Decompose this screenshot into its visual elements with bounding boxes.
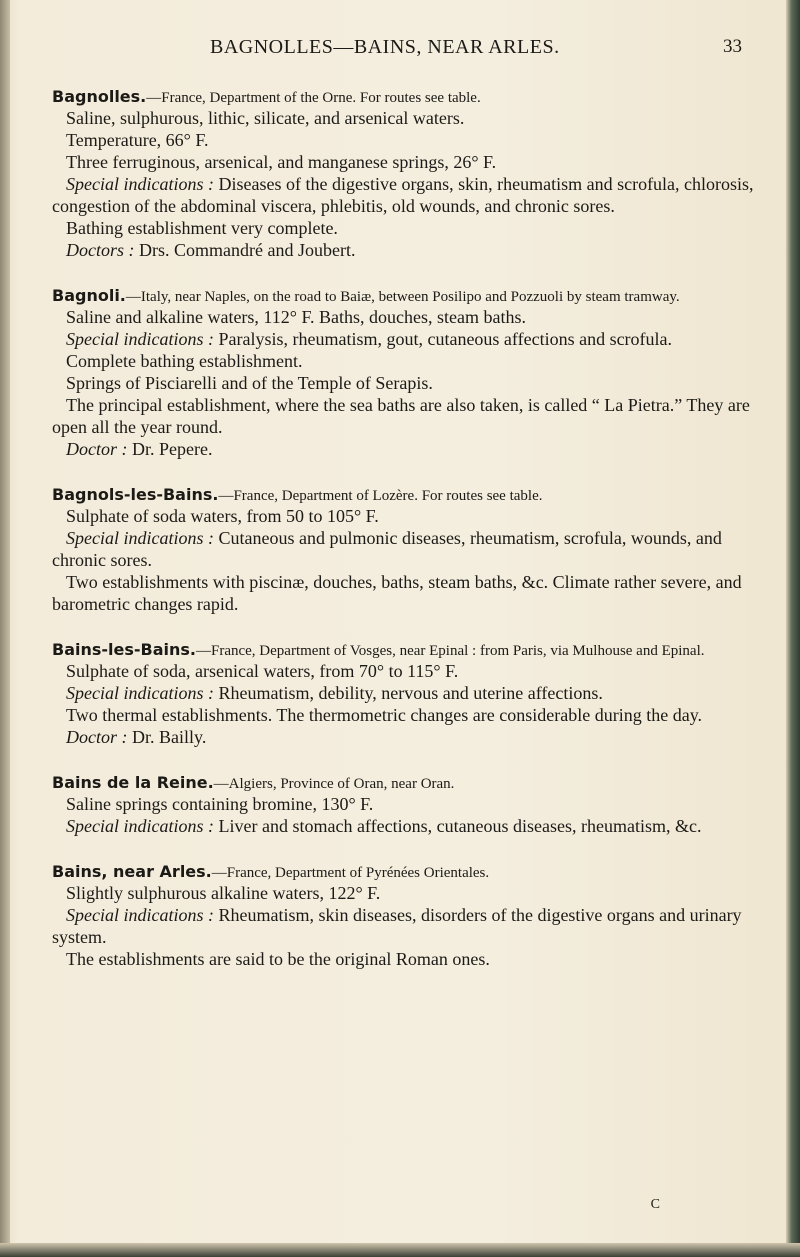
line-text: Dr. Bailly. [127, 727, 207, 747]
line-text: Drs. Commandré and Joubert. [134, 240, 356, 260]
page-number: 33 [723, 36, 742, 57]
line-label: Doctor : [66, 727, 128, 747]
entry-line [40, 726, 764, 748]
entry-location: —France, Department of Lozère. For routes see table. [218, 488, 543, 504]
entry-line [40, 904, 764, 948]
entry-line: Saline, sulphurous, lithic, silicate, and arsenical waters. [66, 108, 465, 128]
entry-bains-les-bains [40, 641, 764, 748]
entry-line: Complete bathing establishment. [66, 351, 303, 371]
entry-location: —Algiers, Province of Oran, near Oran. [213, 776, 455, 792]
entry-heading [40, 641, 764, 660]
entry-line: Saline springs containing bromine, 130° F. [66, 794, 374, 814]
entry-line: Sulphate of soda, arsenical waters, from 70° to 115° F. [66, 661, 459, 681]
line-text: Paralysis, rheumatism, gout, cutaneous affections and scrofula. [213, 329, 673, 349]
entry-line: Springs of Pisciarelli and of the Temple of Serapis. [66, 373, 433, 393]
entry-line: The principal establishment, where the sea baths are also taken, is called “ La Pietra.” They are open all the year round. [52, 395, 750, 437]
entry-line: Saline and alkaline waters, 112° F. Baths, douches, steam baths. [66, 307, 526, 327]
entry-line [40, 328, 764, 350]
entry-line: The establishments are said to be the original Roman ones. [66, 949, 490, 969]
entry-line: Two establishments with piscinæ, douches, baths, steam baths, &c. Climate rather severe, and barometric changes rapid. [52, 572, 742, 614]
line-label: Doctors : [66, 240, 135, 260]
entry-line: Temperature, 66° F. [66, 130, 209, 150]
entry-line [40, 527, 764, 571]
entry-line: Two thermal establishments. The thermometric changes are considerable during the day. [66, 705, 703, 725]
running-header [40, 36, 760, 66]
line-text: Rheumatism, skin diseases, disorders of the digestive organs and urinary system. [52, 905, 742, 947]
entry-location: —France, Department of the Orne. For routes see table. [146, 90, 481, 106]
line-text: Rheumatism, debility, nervous and uterine affections. [213, 683, 603, 703]
line-text: Liver and stomach affections, cutaneous diseases, rheumatism, &c. [213, 816, 702, 836]
entry-name: Bagnols-les-Bains. [52, 485, 219, 504]
entry-line [40, 239, 764, 261]
line-label: Special indications : [66, 174, 214, 194]
entry-line: Sulphate of soda waters, from 50 to 105° F. [66, 506, 379, 526]
line-text: Diseases of the digestive organs, skin, rheumatism and scrofula, chlorosis, congestion of the abdominal viscera, phlebitis, old wounds, and chronic sores. [52, 174, 754, 216]
signature-mark: C [650, 1197, 660, 1212]
entry-line: Bathing establishment very complete. [66, 218, 338, 238]
entry-name: Bains de la Reine. [52, 773, 214, 792]
page-bottom-edge [0, 1243, 800, 1257]
line-text: Dr. Pepere. [127, 439, 213, 459]
entry-bagnols-les-bains [40, 486, 764, 615]
entry-heading [40, 88, 764, 107]
entry-bains-de-la-reine [40, 774, 764, 837]
line-label: Special indications : [66, 528, 214, 548]
entry-line [40, 682, 764, 704]
entry-bagnolles [40, 88, 764, 261]
entry-bains-near-arles [40, 863, 764, 970]
entry-heading [40, 287, 764, 306]
entry-location: —Italy, near Naples, on the road to Baiæ, between Posilipo and Pozzuoli by steam tramway. [125, 289, 680, 305]
entries-list [40, 88, 764, 996]
entry-line: Slightly sulphurous alkaline waters, 122° F. [66, 883, 381, 903]
entry-name: Bagnoli. [52, 286, 126, 305]
line-label: Special indications : [66, 816, 214, 836]
line-text: Cutaneous and pulmonic diseases, rheumatism, scrofula, wounds, and chronic sores. [52, 528, 722, 570]
entry-heading [40, 863, 764, 882]
entry-line [40, 815, 764, 837]
entry-heading [40, 486, 764, 505]
line-label: Doctor : [66, 439, 128, 459]
line-label: Special indications : [66, 683, 214, 703]
entry-name: Bains-les-Bains. [52, 640, 196, 659]
line-label: Special indications : [66, 329, 214, 349]
entry-location: —France, Department of Vosges, near Epinal : from Paris, via Mulhouse and Epinal. [196, 643, 705, 659]
page-right-edge [786, 0, 800, 1257]
entry-line: Three ferruginous, arsenical, and manganese springs, 26° F. [66, 152, 497, 172]
entry-line [40, 173, 764, 217]
entry-name: Bagnolles. [52, 87, 147, 106]
entry-name: Bains, near Arles. [52, 862, 212, 881]
entry-bagnoli [40, 287, 764, 460]
page-left-edge [0, 0, 10, 1257]
entry-location: —France, Department of Pyrénées Orientales. [211, 865, 490, 881]
line-label: Special indications : [66, 905, 214, 925]
entry-line [40, 438, 764, 460]
entry-heading [40, 774, 764, 793]
running-title: BAGNOLLES—BAINS, NEAR ARLES. [210, 36, 560, 58]
